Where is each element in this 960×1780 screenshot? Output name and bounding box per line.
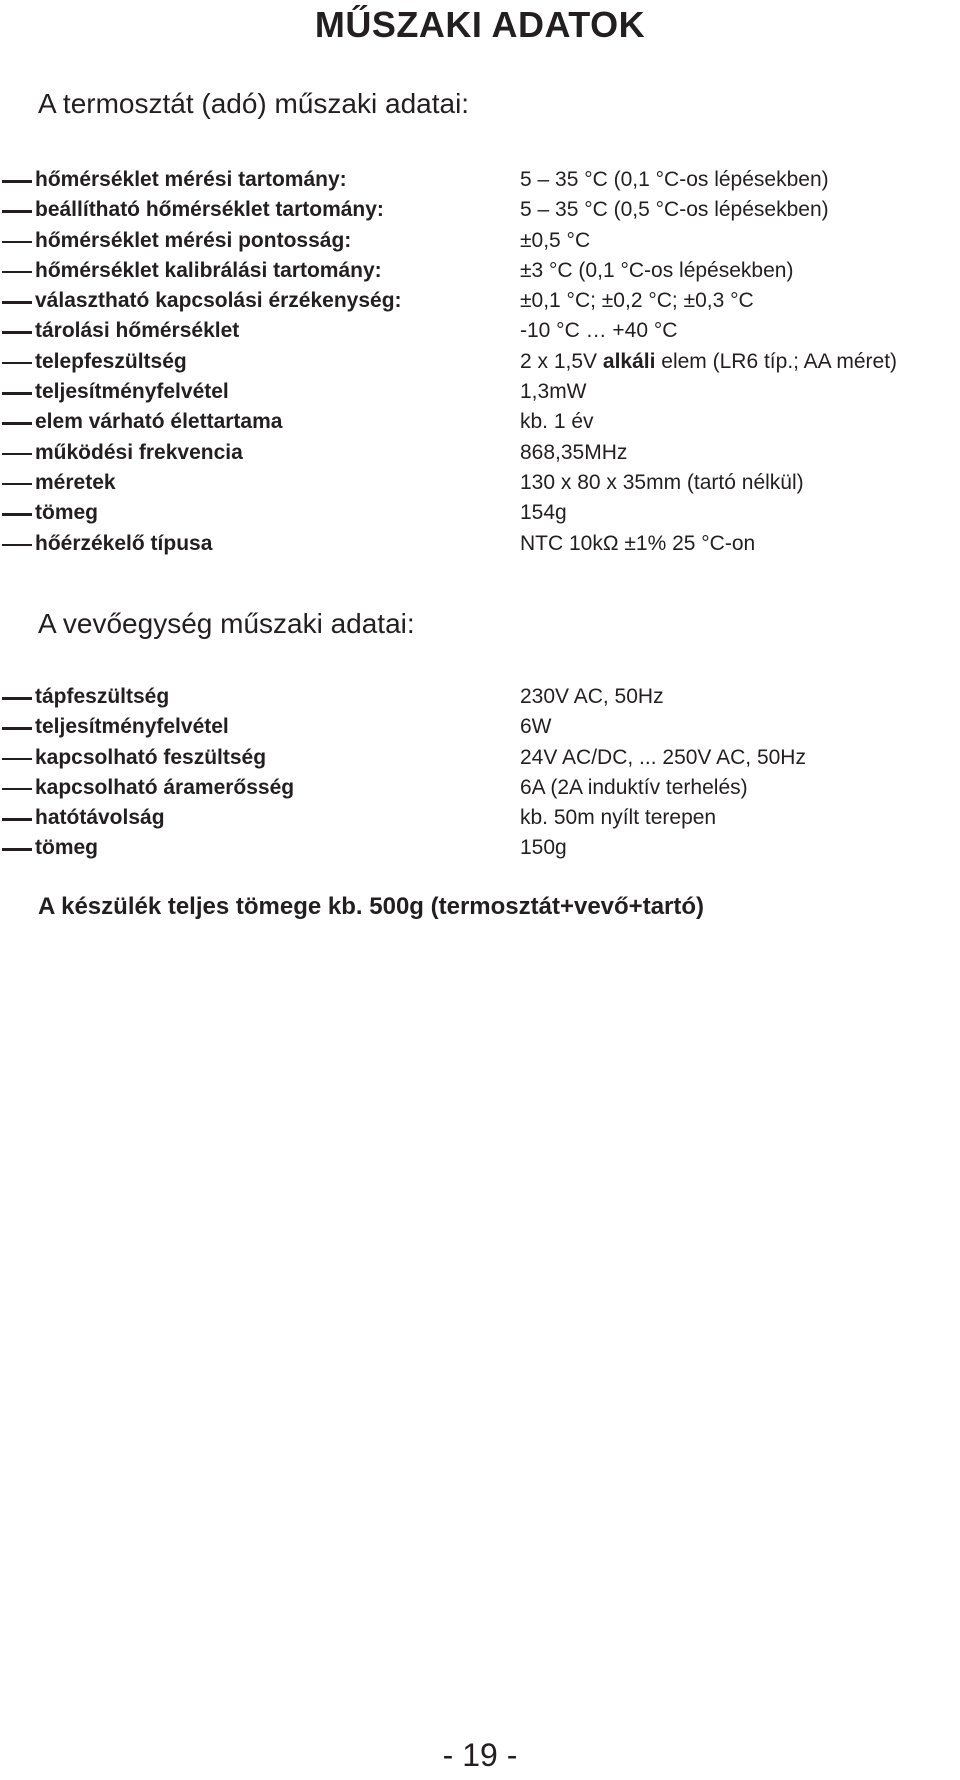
spec-value: 1,3mW xyxy=(520,380,587,404)
spec-row xyxy=(0,196,960,226)
spec-row xyxy=(0,530,960,560)
spec-label: hőmérséklet kalibrálási tartomány: xyxy=(35,258,382,282)
page-title: MŰSZAKI ADATOK xyxy=(314,4,646,45)
spec-row xyxy=(0,469,960,499)
em-dash-bullet xyxy=(2,362,32,365)
spec-label: teljesítményfelvétel xyxy=(35,380,229,404)
spec-value: 6A (2A induktív terhelés) xyxy=(520,775,748,799)
em-dash-bullet xyxy=(2,697,32,700)
spec-row xyxy=(0,683,960,713)
spec-value: 5 – 35 °C (0,5 °C-os lépésekben) xyxy=(520,198,829,222)
spec-row xyxy=(0,408,960,438)
spec-value: 130 x 80 x 35mm (tartó nélkül) xyxy=(520,470,804,494)
spec-row xyxy=(0,378,960,408)
spec-value: NTC 10kΩ ±1% 25 °C-on xyxy=(520,531,756,555)
em-dash-bullet xyxy=(2,544,32,547)
em-dash-bullet xyxy=(2,271,32,274)
em-dash-bullet xyxy=(2,392,32,395)
em-dash-bullet xyxy=(2,331,32,334)
spec-value: 6W xyxy=(520,715,552,739)
spec-value: kb. 1 év xyxy=(520,410,594,434)
spec-value: ±3 °C (0,1 °C-os lépésekben) xyxy=(520,258,794,282)
spec-label: tápfeszültség xyxy=(35,685,170,708)
spec-label: kapcsolható feszültség xyxy=(35,745,267,769)
spec-label: beállítható hőmérséklet tartomány: xyxy=(35,198,384,222)
em-dash-bullet xyxy=(2,180,32,183)
em-dash-bullet xyxy=(2,727,32,730)
spec-value-part: elem (LR6 típ.; AA méret) xyxy=(655,349,898,373)
spec-value: ±0,1 °C; ±0,2 °C; ±0,3 °C xyxy=(520,289,754,313)
thermostat-spec-list xyxy=(0,166,960,560)
spec-row xyxy=(0,713,960,743)
spec-label: működési frekvencia xyxy=(35,440,243,464)
em-dash-bullet xyxy=(2,848,32,851)
em-dash-bullet xyxy=(2,788,32,791)
spec-label: választható kapcsolási érzékenység: xyxy=(35,289,402,313)
spec-label: kapcsolható áramerősség xyxy=(35,775,295,799)
spec-value: 24V AC/DC, ... 250V AC, 50Hz xyxy=(520,745,806,769)
spec-value: 230V AC, 50Hz xyxy=(520,685,664,708)
spec-value: 154g xyxy=(520,501,567,525)
page-number: - 19 - xyxy=(442,1737,518,1773)
spec-label: elem várható élettartama xyxy=(35,410,283,434)
spec-label: telepfeszültség xyxy=(35,349,187,373)
spec-row xyxy=(0,804,960,834)
spec-value: kb. 50m nyílt terepen xyxy=(520,806,717,830)
spec-value: 868,35MHz xyxy=(520,440,628,464)
spec-row xyxy=(0,227,960,257)
em-dash-bullet xyxy=(2,422,32,425)
em-dash-bullet xyxy=(2,513,32,516)
spec-value: 5 – 35 °C (0,1 °C-os lépésekben) xyxy=(520,168,829,191)
spec-label: tárolási hőmérséklet xyxy=(35,319,240,343)
receiver-section-heading: A vevőegység műszaki adatai: xyxy=(38,608,415,639)
spec-row xyxy=(0,317,960,347)
spec-label: tömeg xyxy=(35,501,98,525)
spec-row xyxy=(0,439,960,469)
spec-label: teljesítményfelvétel xyxy=(35,715,229,739)
em-dash-bullet xyxy=(2,210,32,213)
spec-label: hőmérséklet mérési tartomány: xyxy=(35,168,347,191)
spec-row xyxy=(0,287,960,317)
spec-row xyxy=(0,774,960,804)
thermostat-section-heading: A termosztát (adó) műszaki adatai: xyxy=(38,88,470,119)
spec-label: tömeg xyxy=(35,836,98,860)
spec-row xyxy=(0,834,960,864)
spec-row xyxy=(0,499,960,529)
spec-label: hatótávolság xyxy=(35,806,165,830)
em-dash-bullet xyxy=(2,301,32,304)
em-dash-bullet xyxy=(2,483,32,486)
receiver-spec-list xyxy=(0,683,960,865)
spec-value: -10 °C … +40 °C xyxy=(520,319,678,343)
em-dash-bullet xyxy=(2,818,32,821)
spec-value-part: 2 x 1,5V xyxy=(520,349,603,373)
spec-value-emphasis: alkáli xyxy=(602,349,656,373)
spec-label: hőérzékelő típusa xyxy=(35,531,213,555)
spec-row xyxy=(0,257,960,287)
em-dash-bullet xyxy=(2,758,32,761)
spec-label: méretek xyxy=(35,470,116,494)
spec-value: ±0,5 °C xyxy=(520,228,591,252)
spec-row xyxy=(0,166,960,196)
total-weight-note: A készülék teljes tömege kb. 500g (termosztát+vevő+tartó) xyxy=(38,893,705,920)
spec-value: 150g xyxy=(520,836,567,860)
em-dash-bullet xyxy=(2,453,32,456)
em-dash-bullet xyxy=(2,241,32,244)
spec-value xyxy=(520,350,897,374)
spec-label: hőmérséklet mérési pontosság: xyxy=(35,228,352,252)
spec-row xyxy=(0,744,960,774)
spec-row xyxy=(0,348,960,378)
